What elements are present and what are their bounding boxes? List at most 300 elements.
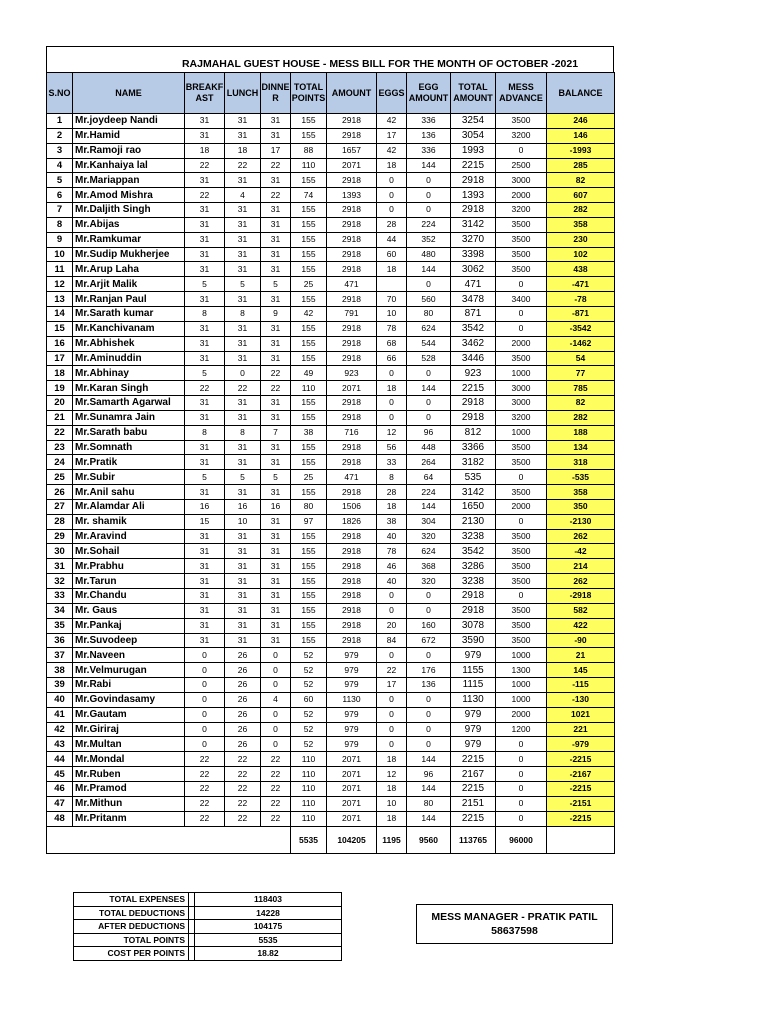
- cell-name: Mr.Karan Singh: [73, 381, 185, 396]
- cell-egg-amount: 0: [407, 722, 451, 737]
- cell-dinner: 31: [261, 292, 291, 307]
- cell-total-amount: 979: [451, 722, 496, 737]
- cell-sno: 29: [47, 529, 73, 544]
- cell-breakfast: 22: [185, 811, 225, 826]
- cell-mess-advance: 0: [496, 470, 547, 485]
- cell-egg-amount: 0: [407, 366, 451, 381]
- cell-amount: 2918: [327, 292, 377, 307]
- cell-total-amount: 979: [451, 737, 496, 752]
- bill-body: [47, 114, 615, 827]
- cell-name: Mr.Sunamra Jain: [73, 410, 185, 425]
- cell-balance: 230: [547, 232, 615, 247]
- cell-amount: 2071: [327, 158, 377, 173]
- cell-total-amount: 812: [451, 425, 496, 440]
- cell-dinner: 22: [261, 366, 291, 381]
- cell-sno: 7: [47, 203, 73, 218]
- table-row: [47, 722, 615, 737]
- cell-name: Mr.Mondal: [73, 752, 185, 767]
- cell-eggs: 18: [377, 781, 407, 796]
- cell-dinner: 31: [261, 114, 291, 129]
- table-row: [47, 321, 615, 336]
- cell-lunch: 26: [225, 722, 261, 737]
- cell-total-points: 60: [291, 692, 327, 707]
- cell-balance: -535: [547, 470, 615, 485]
- cell-balance: -3542: [547, 321, 615, 336]
- cell-amount: 2918: [327, 574, 377, 589]
- cell-name: Mr.Mithun: [73, 796, 185, 811]
- table-row: [47, 707, 615, 722]
- cell-lunch: 26: [225, 692, 261, 707]
- cell-lunch: 26: [225, 678, 261, 693]
- cell-total-points: 155: [291, 247, 327, 262]
- cell-sno: 34: [47, 603, 73, 618]
- cell-eggs: 8: [377, 470, 407, 485]
- table-row: [47, 440, 615, 455]
- cell-lunch: 16: [225, 499, 261, 514]
- cell-name: Mr.Giriraj: [73, 722, 185, 737]
- totals-row: [47, 826, 615, 853]
- cell-total-amount: 2130: [451, 514, 496, 529]
- cell-lunch: 31: [225, 633, 261, 648]
- cell-balance: 1021: [547, 707, 615, 722]
- cell-total-amount: 3542: [451, 544, 496, 559]
- cell-breakfast: 31: [185, 529, 225, 544]
- cell-mess-advance: 0: [496, 277, 547, 292]
- cell-total-amount: 3078: [451, 618, 496, 633]
- cell-dinner: 31: [261, 514, 291, 529]
- cell-total-amount: 3182: [451, 455, 496, 470]
- cell-total-amount: 3462: [451, 336, 496, 351]
- cell-lunch: 31: [225, 217, 261, 232]
- cell-name: Mr.Prabhu: [73, 559, 185, 574]
- cell-sno: 46: [47, 781, 73, 796]
- cell-egg-amount: 264: [407, 455, 451, 470]
- cell-lunch: 31: [225, 321, 261, 336]
- cell-egg-amount: 0: [407, 203, 451, 218]
- cell-total-amount: 3062: [451, 262, 496, 277]
- cell-dinner: 31: [261, 618, 291, 633]
- cell-breakfast: 31: [185, 336, 225, 351]
- cell-eggs: 0: [377, 589, 407, 604]
- cell-amount: 471: [327, 470, 377, 485]
- cell-mess-advance: 1000: [496, 692, 547, 707]
- cell-sno: 14: [47, 306, 73, 321]
- cell-dinner: 0: [261, 678, 291, 693]
- cell-mess-advance: 3500: [496, 232, 547, 247]
- cell-sno: 12: [47, 277, 73, 292]
- cell-egg-amount: 160: [407, 618, 451, 633]
- cell-egg-amount: 0: [407, 648, 451, 663]
- cell-mess-advance: 2000: [496, 336, 547, 351]
- cell-eggs: 18: [377, 811, 407, 826]
- cell-total-amount: 3478: [451, 292, 496, 307]
- cell-total-amount: 2918: [451, 603, 496, 618]
- cell-egg-amount: 336: [407, 143, 451, 158]
- cell-total-points: 155: [291, 633, 327, 648]
- cell-egg-amount: 0: [407, 603, 451, 618]
- cell-total-points: 74: [291, 188, 327, 203]
- cell-eggs: 22: [377, 663, 407, 678]
- cell-name: Mr.Pritanm: [73, 811, 185, 826]
- cell-name: Mr.Ruben: [73, 767, 185, 782]
- cell-total-amount: 979: [451, 648, 496, 663]
- table-row: [47, 470, 615, 485]
- cell-mess-advance: 1000: [496, 648, 547, 663]
- cell-total-amount: 535: [451, 470, 496, 485]
- cell-name: Mr.Mariappan: [73, 173, 185, 188]
- cell-name: Mr.Ramkumar: [73, 232, 185, 247]
- mess-manager-phone: 58637598: [491, 925, 538, 937]
- summary-row: [74, 933, 342, 947]
- cell-breakfast: 0: [185, 722, 225, 737]
- cell-sno: 28: [47, 514, 73, 529]
- table-row: [47, 188, 615, 203]
- cell-total-points: 52: [291, 722, 327, 737]
- table-row: [47, 633, 615, 648]
- cell-name: Mr.Hamid: [73, 128, 185, 143]
- cell-total-amount: 2918: [451, 396, 496, 411]
- cell-balance: -871: [547, 306, 615, 321]
- cell-lunch: 31: [225, 247, 261, 262]
- header-balance: BALANCE: [547, 73, 615, 114]
- cell-sno: 42: [47, 722, 73, 737]
- cell-eggs: 28: [377, 485, 407, 500]
- summary-row: [74, 893, 342, 907]
- cell-mess-advance: 3500: [496, 618, 547, 633]
- cell-dinner: 5: [261, 277, 291, 292]
- cell-name: Mr.Sohail: [73, 544, 185, 559]
- cell-balance: -2215: [547, 811, 615, 826]
- mess-manager-name: MESS MANAGER - PRATIK PATIL: [431, 911, 598, 923]
- cell-amount: 2071: [327, 767, 377, 782]
- cell-breakfast: 0: [185, 678, 225, 693]
- cell-balance: 145: [547, 663, 615, 678]
- totals-blank: [47, 826, 291, 853]
- cell-lunch: 31: [225, 559, 261, 574]
- table-row: [47, 232, 615, 247]
- cell-lunch: 31: [225, 336, 261, 351]
- cell-lunch: 22: [225, 752, 261, 767]
- cell-eggs: 0: [377, 396, 407, 411]
- cell-mess-advance: 3500: [496, 217, 547, 232]
- cell-lunch: 31: [225, 203, 261, 218]
- cell-total-points: 155: [291, 351, 327, 366]
- cell-sno: 45: [47, 767, 73, 782]
- cell-amount: 2918: [327, 114, 377, 129]
- cell-balance: 77: [547, 366, 615, 381]
- cell-egg-amount: 320: [407, 529, 451, 544]
- cell-eggs: 33: [377, 455, 407, 470]
- balance-sum-blank: [547, 826, 615, 853]
- cell-amount: 2918: [327, 173, 377, 188]
- cell-egg-amount: 224: [407, 485, 451, 500]
- cell-total-points: 25: [291, 470, 327, 485]
- cell-breakfast: 8: [185, 425, 225, 440]
- summary-label: COST PER POINTS: [74, 947, 189, 961]
- cell-balance: -2215: [547, 781, 615, 796]
- cell-total-amount: 1993: [451, 143, 496, 158]
- cell-total-points: 155: [291, 440, 327, 455]
- cell-total-amount: 2215: [451, 381, 496, 396]
- cell-total-amount: 2151: [451, 796, 496, 811]
- cell-mess-advance: 3500: [496, 455, 547, 470]
- cell-mess-advance: 3500: [496, 485, 547, 500]
- summary-row: [74, 906, 342, 920]
- cell-eggs: 18: [377, 158, 407, 173]
- cell-eggs: 0: [377, 188, 407, 203]
- table-row: [47, 603, 615, 618]
- cell-total-amount: 3270: [451, 232, 496, 247]
- cell-breakfast: 22: [185, 158, 225, 173]
- cell-mess-advance: 1000: [496, 366, 547, 381]
- cell-mess-advance: 3500: [496, 247, 547, 262]
- cell-amount: 2918: [327, 485, 377, 500]
- cell-egg-amount: 0: [407, 277, 451, 292]
- cell-total-points: 80: [291, 499, 327, 514]
- summary-label: TOTAL POINTS: [74, 933, 189, 947]
- cell-egg-amount: 560: [407, 292, 451, 307]
- cell-dinner: 31: [261, 321, 291, 336]
- cell-total-amount: 2918: [451, 203, 496, 218]
- cell-total-points: 110: [291, 811, 327, 826]
- cell-sno: 16: [47, 336, 73, 351]
- cell-mess-advance: 3000: [496, 381, 547, 396]
- cell-dinner: 31: [261, 559, 291, 574]
- cell-mess-advance: 0: [496, 321, 547, 336]
- table-row: [47, 692, 615, 707]
- amount-sum: 104205: [327, 826, 377, 853]
- cell-sno: 11: [47, 262, 73, 277]
- eggs-sum: 1195: [377, 826, 407, 853]
- cell-total-points: 52: [291, 737, 327, 752]
- cell-total-amount: 2215: [451, 158, 496, 173]
- cell-dinner: 31: [261, 262, 291, 277]
- cell-amount: 2918: [327, 232, 377, 247]
- cell-mess-advance: 1300: [496, 663, 547, 678]
- cell-name: Mr.Samarth Agarwal: [73, 396, 185, 411]
- cell-sno: 19: [47, 381, 73, 396]
- summary-value: 14228: [195, 906, 342, 920]
- cell-dinner: 31: [261, 351, 291, 366]
- cell-eggs: 40: [377, 574, 407, 589]
- cell-lunch: 26: [225, 707, 261, 722]
- cell-balance: 21: [547, 648, 615, 663]
- cell-mess-advance: 3500: [496, 603, 547, 618]
- cell-name: Mr.Abhinay: [73, 366, 185, 381]
- cell-total-points: 155: [291, 292, 327, 307]
- cell-amount: 791: [327, 306, 377, 321]
- cell-total-amount: 3054: [451, 128, 496, 143]
- cell-breakfast: 0: [185, 692, 225, 707]
- table-row: [47, 158, 615, 173]
- table-row: [47, 663, 615, 678]
- header-lunch: LUNCH: [225, 73, 261, 114]
- cell-dinner: 9: [261, 306, 291, 321]
- cell-balance: 214: [547, 559, 615, 574]
- table-row: [47, 410, 615, 425]
- cell-total-amount: 3542: [451, 321, 496, 336]
- cell-amount: 1826: [327, 514, 377, 529]
- cell-eggs: 0: [377, 366, 407, 381]
- cell-total-points: 49: [291, 366, 327, 381]
- cell-balance: -115: [547, 678, 615, 693]
- cell-eggs: 28: [377, 217, 407, 232]
- cell-total-points: 110: [291, 381, 327, 396]
- cell-balance: 246: [547, 114, 615, 129]
- cell-breakfast: 31: [185, 173, 225, 188]
- cell-balance: 102: [547, 247, 615, 262]
- cell-dinner: 31: [261, 128, 291, 143]
- cell-mess-advance: 3200: [496, 410, 547, 425]
- cell-balance: 422: [547, 618, 615, 633]
- cell-dinner: 22: [261, 752, 291, 767]
- cell-name: Mr.Multan: [73, 737, 185, 752]
- cell-name: Mr.Kanhaiya lal: [73, 158, 185, 173]
- cell-amount: 2071: [327, 752, 377, 767]
- cell-amount: 1506: [327, 499, 377, 514]
- cell-total-points: 155: [291, 217, 327, 232]
- cell-breakfast: 31: [185, 351, 225, 366]
- cell-amount: 2918: [327, 410, 377, 425]
- cell-breakfast: 31: [185, 440, 225, 455]
- cell-egg-amount: 352: [407, 232, 451, 247]
- cell-lunch: 8: [225, 306, 261, 321]
- cell-mess-advance: 3500: [496, 440, 547, 455]
- cell-eggs: 78: [377, 321, 407, 336]
- cell-egg-amount: 96: [407, 767, 451, 782]
- cell-total-amount: 2215: [451, 752, 496, 767]
- cell-egg-amount: 448: [407, 440, 451, 455]
- cell-egg-amount: 64: [407, 470, 451, 485]
- cell-balance: 146: [547, 128, 615, 143]
- table-row: [47, 262, 615, 277]
- cell-lunch: 31: [225, 603, 261, 618]
- cell-balance: 785: [547, 381, 615, 396]
- cell-lunch: 31: [225, 173, 261, 188]
- cell-sno: 8: [47, 217, 73, 232]
- cell-balance: 188: [547, 425, 615, 440]
- cell-name: Mr.Kanchivanam: [73, 321, 185, 336]
- cell-lunch: 22: [225, 767, 261, 782]
- cell-total-amount: 3590: [451, 633, 496, 648]
- cell-mess-advance: 0: [496, 737, 547, 752]
- table-row: [47, 306, 615, 321]
- cell-total-amount: 1130: [451, 692, 496, 707]
- cell-mess-advance: 3500: [496, 262, 547, 277]
- table-row: [47, 796, 615, 811]
- cell-mess-advance: 2000: [496, 499, 547, 514]
- cell-dinner: 22: [261, 796, 291, 811]
- header-amount: AMOUNT: [327, 73, 377, 114]
- cell-amount: 2918: [327, 589, 377, 604]
- cell-name: Mr.Sudip Mukherjee: [73, 247, 185, 262]
- cell-amount: 1657: [327, 143, 377, 158]
- cell-mess-advance: 3500: [496, 529, 547, 544]
- cell-sno: 48: [47, 811, 73, 826]
- cell-egg-amount: 336: [407, 114, 451, 129]
- cell-balance: 282: [547, 410, 615, 425]
- cell-sno: 2: [47, 128, 73, 143]
- cell-total-points: 42: [291, 306, 327, 321]
- cell-balance: 134: [547, 440, 615, 455]
- cell-name: Mr.Pramod: [73, 781, 185, 796]
- cell-name: Mr.Ramoji rao: [73, 143, 185, 158]
- cell-lunch: 22: [225, 158, 261, 173]
- table-row: [47, 203, 615, 218]
- cell-eggs: 12: [377, 767, 407, 782]
- header-eggs: EGGS: [377, 73, 407, 114]
- cell-mess-advance: 3400: [496, 292, 547, 307]
- cell-amount: 2918: [327, 559, 377, 574]
- cell-egg-amount: 544: [407, 336, 451, 351]
- cell-eggs: 42: [377, 143, 407, 158]
- cell-sno: 31: [47, 559, 73, 574]
- cell-dinner: 31: [261, 529, 291, 544]
- table-row: [47, 425, 615, 440]
- cell-eggs: 42: [377, 114, 407, 129]
- cell-sno: 30: [47, 544, 73, 559]
- cell-egg-amount: 624: [407, 544, 451, 559]
- cell-balance: 358: [547, 217, 615, 232]
- cell-name: Mr.Ranjan Paul: [73, 292, 185, 307]
- cell-dinner: 22: [261, 781, 291, 796]
- cell-dinner: 31: [261, 485, 291, 500]
- cell-egg-amount: 144: [407, 381, 451, 396]
- cell-dinner: 17: [261, 143, 291, 158]
- cell-eggs: 12: [377, 425, 407, 440]
- cell-name: Mr.Daljith Singh: [73, 203, 185, 218]
- cell-breakfast: 31: [185, 262, 225, 277]
- cell-name: Mr.Rabi: [73, 678, 185, 693]
- cell-sno: 27: [47, 499, 73, 514]
- cell-total-points: 155: [291, 589, 327, 604]
- cell-sno: 38: [47, 663, 73, 678]
- cell-eggs: 0: [377, 648, 407, 663]
- cell-amount: 2918: [327, 262, 377, 277]
- cell-dinner: 22: [261, 188, 291, 203]
- cell-lunch: 22: [225, 381, 261, 396]
- cell-total-points: 155: [291, 336, 327, 351]
- cell-total-points: 155: [291, 128, 327, 143]
- table-row: [47, 752, 615, 767]
- cell-lunch: 8: [225, 425, 261, 440]
- cell-amount: 923: [327, 366, 377, 381]
- cell-amount: 1130: [327, 692, 377, 707]
- cell-breakfast: 31: [185, 292, 225, 307]
- cell-total-points: 155: [291, 173, 327, 188]
- cell-egg-amount: 0: [407, 188, 451, 203]
- cell-eggs: 17: [377, 128, 407, 143]
- cell-name: Mr.Govindasamy: [73, 692, 185, 707]
- cell-eggs: [377, 277, 407, 292]
- cell-breakfast: 31: [185, 203, 225, 218]
- cell-balance: -1462: [547, 336, 615, 351]
- cell-eggs: 0: [377, 737, 407, 752]
- cell-dinner: 22: [261, 158, 291, 173]
- cell-lunch: 26: [225, 663, 261, 678]
- cell-egg-amount: 320: [407, 574, 451, 589]
- cell-eggs: 0: [377, 173, 407, 188]
- cell-balance: -42: [547, 544, 615, 559]
- cell-sno: 33: [47, 589, 73, 604]
- table-row: [47, 514, 615, 529]
- cell-egg-amount: 80: [407, 796, 451, 811]
- cell-total-amount: 3238: [451, 574, 496, 589]
- cell-amount: 2918: [327, 351, 377, 366]
- mess-manager-box: [416, 904, 613, 944]
- cell-total-points: 155: [291, 321, 327, 336]
- table-row: [47, 114, 615, 129]
